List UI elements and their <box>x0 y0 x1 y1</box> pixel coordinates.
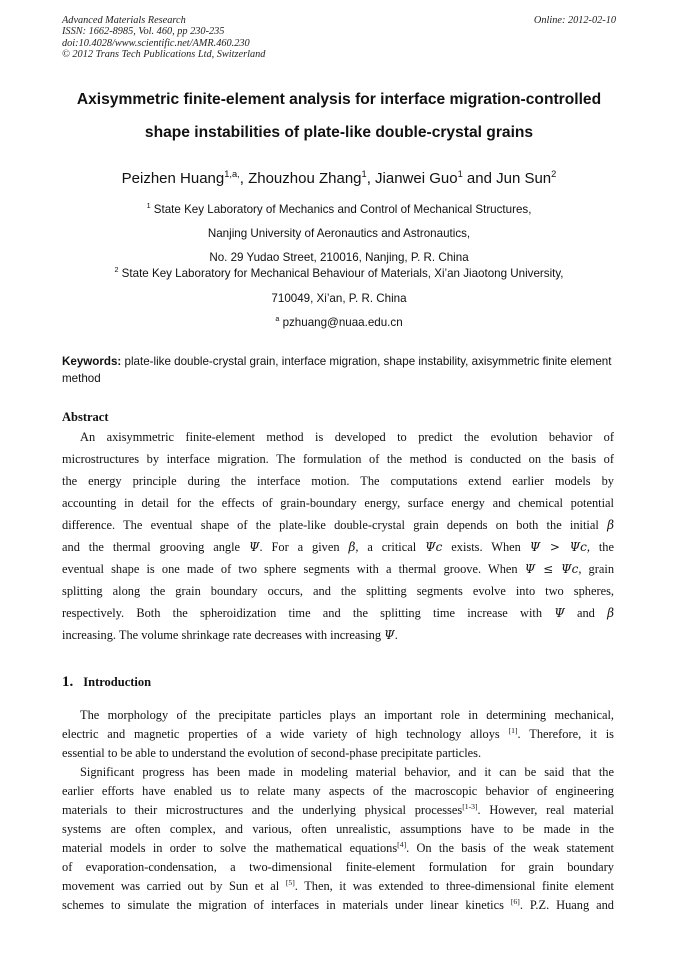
author-name: Peizhen Huang <box>121 170 225 187</box>
keywords <box>62 353 618 387</box>
issn-line: ISSN: 1662-8985, Vol. 460, pp 230-235 <box>62 26 225 38</box>
intro-line <box>62 803 614 818</box>
psi-critical-symbol: Ψc <box>425 540 443 554</box>
intro-text: . On the basis of the weak statement <box>406 841 614 855</box>
section-heading-introduction <box>62 674 151 691</box>
abstract-line <box>62 540 614 555</box>
intro-line: The morphology of the precipitate particles plays an important role in determining mechanical, <box>80 708 614 722</box>
abstract-text: difference. The eventual shape of the plate-like double-crystal grain depends on both the initial <box>62 518 599 532</box>
intro-text: schemes to simulate the migration of interfaces in materials under linear kinetics <box>62 898 504 912</box>
intro-text: . P.Z. Huang and <box>519 898 614 912</box>
abstract-text: eventual shape is one made of two sphere segments with a thermal groove. When <box>62 562 518 576</box>
citation-ref: [1-3] <box>462 801 478 811</box>
citation-ref: [5] <box>285 877 295 887</box>
affiliation-2-line-1 <box>40 267 638 280</box>
abstract-line <box>62 562 614 577</box>
abstract-line <box>62 606 614 621</box>
online-date: Online: 2012-02-10 <box>533 15 616 26</box>
beta-symbol: β <box>607 518 614 532</box>
author-affiliation-mark: 2 <box>551 169 557 179</box>
intro-line: of evaporation-condensation, a two-dimensional finite-element formulation for grain boundary <box>62 860 614 874</box>
abstract-text: . <box>394 628 398 642</box>
intro-text: materials to their microstructures and the underlying physical processes <box>62 803 463 817</box>
psi-symbol: Ψ <box>384 628 395 642</box>
abstract-text: . For a given <box>259 540 340 554</box>
intro-text: material models in order to solve the mathematical equations <box>62 841 398 855</box>
abstract-text: increasing. The volume shrinkage rate decreases with increasing <box>62 628 382 642</box>
affiliation-2-line-2: 710049, Xi’an, P. R. China <box>271 292 407 305</box>
abstract-text: , the <box>586 540 614 554</box>
intro-text: movement was carried out by Sun et al <box>62 879 280 893</box>
abstract-text: , grain <box>578 562 615 576</box>
abstract-line: splitting along the grain boundary occurs, and the splitting segments evolve into two spheres, <box>62 584 614 598</box>
author-affiliation-mark: 1,a, <box>224 169 240 179</box>
affiliation-text: State Key Laboratory of Mechanics and Control of Mechanical Structures, <box>150 203 532 216</box>
section-title: Introduction <box>83 675 152 689</box>
intro-text: . Then, it was extended to three-dimensional finite element <box>294 879 614 893</box>
intro-text: . Therefore, it is <box>517 727 614 741</box>
abstract-text: respectively. Both the spheroidization time and the splitting time increase with <box>62 606 543 620</box>
psi-symbol: Ψ <box>248 540 260 554</box>
running-header <box>62 15 616 61</box>
abstract-heading: Abstract <box>62 410 109 424</box>
affiliation-1-line-1 <box>40 203 638 216</box>
journal-name: Advanced Materials Research <box>62 15 186 26</box>
beta-symbol: β <box>348 540 356 554</box>
author-name: and Jun Sun <box>462 170 552 187</box>
citation-ref: [4] <box>397 839 407 849</box>
abstract-line: the energy principle during the interface motion. The computations extend earlier models by <box>62 474 614 488</box>
intro-text: . However, real material <box>477 803 615 817</box>
section-number: 1. <box>62 674 74 690</box>
intro-text: electric and magnetic properties of a wide variety of high technology alloys <box>62 727 500 741</box>
intro-line: essential to be able to understand the evolution of second-phase precipitate particles. <box>62 746 482 760</box>
intro-line <box>62 879 614 894</box>
copyright-line: © 2012 Trans Tech Publications Ltd, Switzerland <box>62 49 266 61</box>
psi-symbol: Ψ <box>554 606 565 620</box>
intro-line <box>62 841 614 856</box>
author-affiliation-mark: 1 <box>457 169 463 179</box>
keywords-text: plate-like double-crystal grain, interface migration, shape instability, axisymmetric finite element method <box>62 355 612 385</box>
keywords-label: Keywords: <box>62 355 122 368</box>
abstract-line: microstructures by interface migration. The formulation of the method is conducted on the basis of <box>62 452 614 466</box>
paper-title-line-2: shape instabilities of plate-like double-crystal grains <box>144 124 534 141</box>
intro-line <box>62 898 614 913</box>
intro-line: earlier efforts have enabled us to relate many aspects of the macroscopic behavior of engineering <box>62 784 614 798</box>
author-name: , Jianwei Guo <box>366 170 458 187</box>
beta-symbol: β <box>607 606 614 620</box>
affiliation-1-line-3: No. 29 Yudao Street, 210016, Nanjing, P. R. China <box>209 251 469 264</box>
abstract-text: and the thermal grooving angle <box>62 540 241 554</box>
affiliation-text: State Key Laboratory for Mechanical Behaviour of Materials, Xi’an Jiaotong University, <box>118 267 564 280</box>
abstract-line <box>62 628 614 643</box>
intro-line <box>62 727 614 742</box>
author-list <box>40 170 638 187</box>
citation-ref: [1] <box>508 725 518 735</box>
abstract-text: exists. When <box>451 540 521 554</box>
abstract-text: and <box>576 606 595 620</box>
author-affiliation-mark: 1 <box>361 169 367 179</box>
inequality-symbol: Ψ > Ψc <box>529 540 587 554</box>
abstract-line: accounting in detail for the effects of grain-boundary energy, surface energy and chemical potential <box>62 496 614 510</box>
contact-email <box>40 316 638 329</box>
abstract-line <box>62 518 614 533</box>
inequality-symbol: Ψ ≤ Ψc <box>524 562 579 576</box>
author-name: , Zhouzhou Zhang <box>239 170 362 187</box>
email-address: pzhuang@nuaa.edu.cn <box>279 316 403 329</box>
intro-line: Significant progress has been made in modeling material behavior, and it can be said that the <box>80 765 614 779</box>
abstract-text: , a critical <box>355 540 417 554</box>
intro-line: systems are often complex, and various, often unrealistic, assumptions have to be made in the <box>62 822 614 836</box>
paper-title-line-1: Axisymmetric finite-element analysis for interface migration-controlled <box>76 91 602 108</box>
abstract-line: An axisymmetric finite-element method is developed to predict the evolution behavior of <box>80 430 614 444</box>
affiliation-1-line-2: Nanjing University of Aeronautics and Astronautics, <box>207 227 471 240</box>
affiliation-mark: 2 <box>114 265 119 275</box>
email-mark: a <box>275 314 280 324</box>
affiliation-mark: 1 <box>146 201 151 211</box>
doi-line: doi:10.4028/www.scientific.net/AMR.460.230 <box>62 37 250 49</box>
citation-ref: [6] <box>510 896 520 906</box>
